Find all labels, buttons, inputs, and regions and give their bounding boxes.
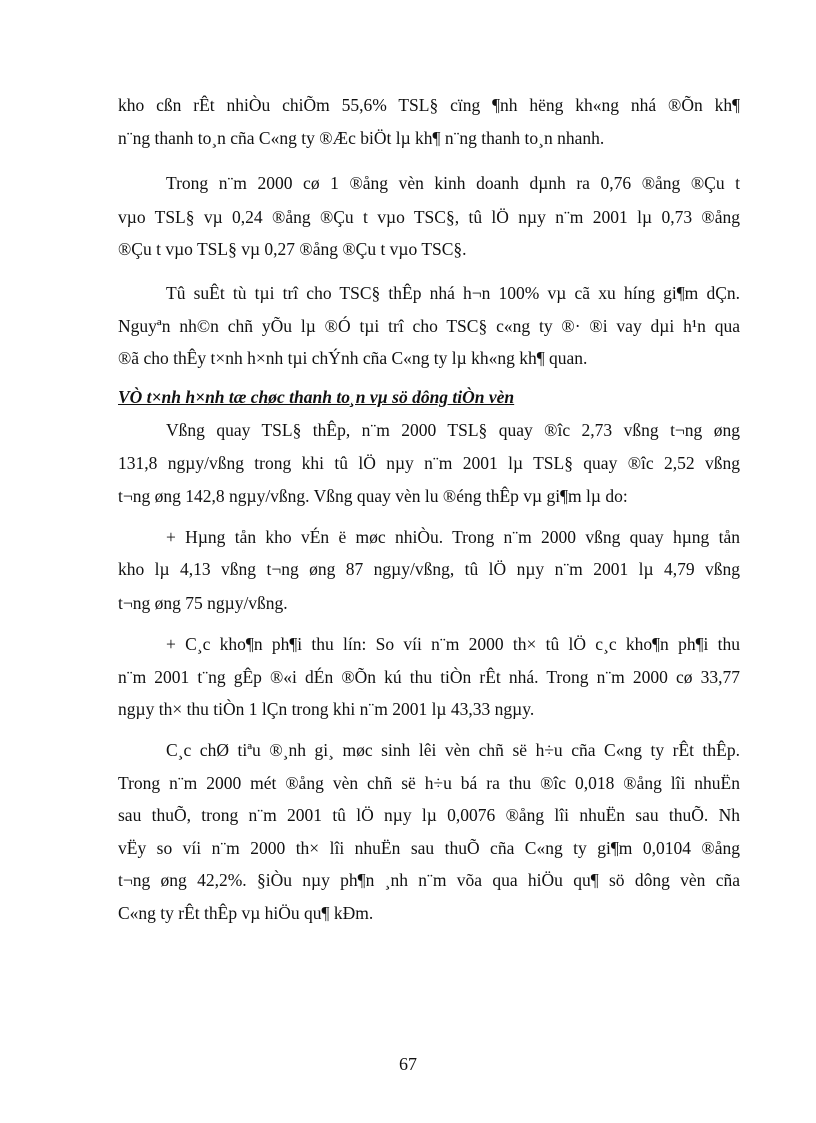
text-line: t¬ng øng 142,8 ngµy/vßng. Vßng quay vèn lu ®éng thÊp vµ gi¶m lµ do:: [118, 486, 628, 506]
text-line: kho lµ 4,13 vßng t¬ng øng 87 ngµy/vßng, tû lÖ nµy n¨m 2001 lµ 4,79 vßng: [118, 559, 740, 579]
text-line: Trong n¨m 2000 mét ®ång vèn chñ së h÷u bá ra thu ®îc 0,018 ®ång lîi nhuËn: [118, 773, 740, 793]
text-line: + C¸c kho¶n ph¶i thu lín: So víi n¨m 2000 th× tû lÖ c¸c kho¶n ph¶i thu: [166, 634, 740, 654]
text-line: t¬ng øng 75 ngµy/vßng.: [118, 593, 288, 613]
text-line: Trong n¨m 2000 cø 1 ®ång vèn kinh doanh dµnh ra 0,76 ®ång ®Çu t: [166, 173, 740, 193]
text-line: vµo TSL§ vµ 0,24 ®ång ®Çu t vµo TSC§, tû lÖ nµy n¨m 2001 lµ 0,73 ®ång: [118, 207, 740, 227]
text-line: C¸c chØ tiªu ®¸nh gi¸ møc sinh lêi vèn chñ së h÷u cña C«ng ty rÊt thÊp.: [166, 740, 740, 760]
text-line: sau thuÕ, trong n¨m 2001 tû lÖ nµy lµ 0,0076 ®ång lîi nhuËn sau thuÕ. Nh: [118, 805, 740, 825]
text-line: C«ng ty rÊt thÊp vµ hiÖu qu¶ kÐm.: [118, 903, 374, 923]
text-line: ®Çu t vµo TSL§ vµ 0,27 ®ång ®Çu t vµo TSC§.: [118, 239, 467, 259]
text-line: Vßng quay TSL§ thÊp, n¨m 2000 TSL§ quay ®îc 2,73 vßng t¬ng øng: [166, 420, 740, 440]
text-line: vËy so víi n¨m 2000 th× lîi nhuËn sau thuÕ cña C«ng ty gi¶m 0,0104 ®ång: [118, 838, 740, 858]
text-line: 131,8 ngµy/vßng trong khi tû lÖ nµy n¨m 2001 lµ TSL§ quay ®îc 2,52 vßng: [118, 453, 740, 473]
page-number: 67: [399, 1054, 417, 1074]
text-line: + Hµng tån kho vÉn ë møc nhiÒu. Trong n¨m 2000 vßng quay hµng tån: [166, 527, 740, 547]
text-line: Nguyªn nh©n chñ yÕu lµ ®Ó tµi trî cho TSC§ c«ng ty ®· ®i vay dµi h¹n qua: [118, 316, 740, 336]
text-line: t¬ng øng 42,2%. §iÒu nµy ph¶n ¸nh n¨m võa qua hiÖu qu¶ sö dông vèn cña: [118, 870, 740, 890]
text-line: kho cßn rÊt nhiÒu chiÕm 55,6% TSL§ cïng ¶nh hëng kh«ng nhá ®Õn kh¶: [118, 95, 740, 115]
text-line: n¨m 2001 t¨ng gÊp ®«i dÉn ®Õn kú thu tiÒn rÊt nhá. Trong n¨m 2000 cø 33,77: [118, 667, 740, 687]
text-line: Tû suÊt tù tµi trî cho TSC§ thÊp nhá h¬n 100% vµ cã xu híng gi¶m dÇn.: [166, 283, 740, 303]
text-line: ngµy th× thu tiÒn 1 lÇn trong khi n¨m 2001 lµ 43,33 ngµy.: [118, 699, 535, 719]
section-heading: VÒ t×nh h×nh tæ chøc thanh to¸n vµ sö dông tiÒn vèn: [118, 387, 515, 407]
text-line: n¨ng thanh to¸n cña C«ng ty ®Æc biÖt lµ kh¶ n¨ng thanh to¸n nhanh.: [118, 128, 605, 148]
text-line: ®ã cho thÊy t×nh h×nh tµi chÝnh cña C«ng ty lµ kh«ng kh¶ quan.: [118, 348, 588, 368]
